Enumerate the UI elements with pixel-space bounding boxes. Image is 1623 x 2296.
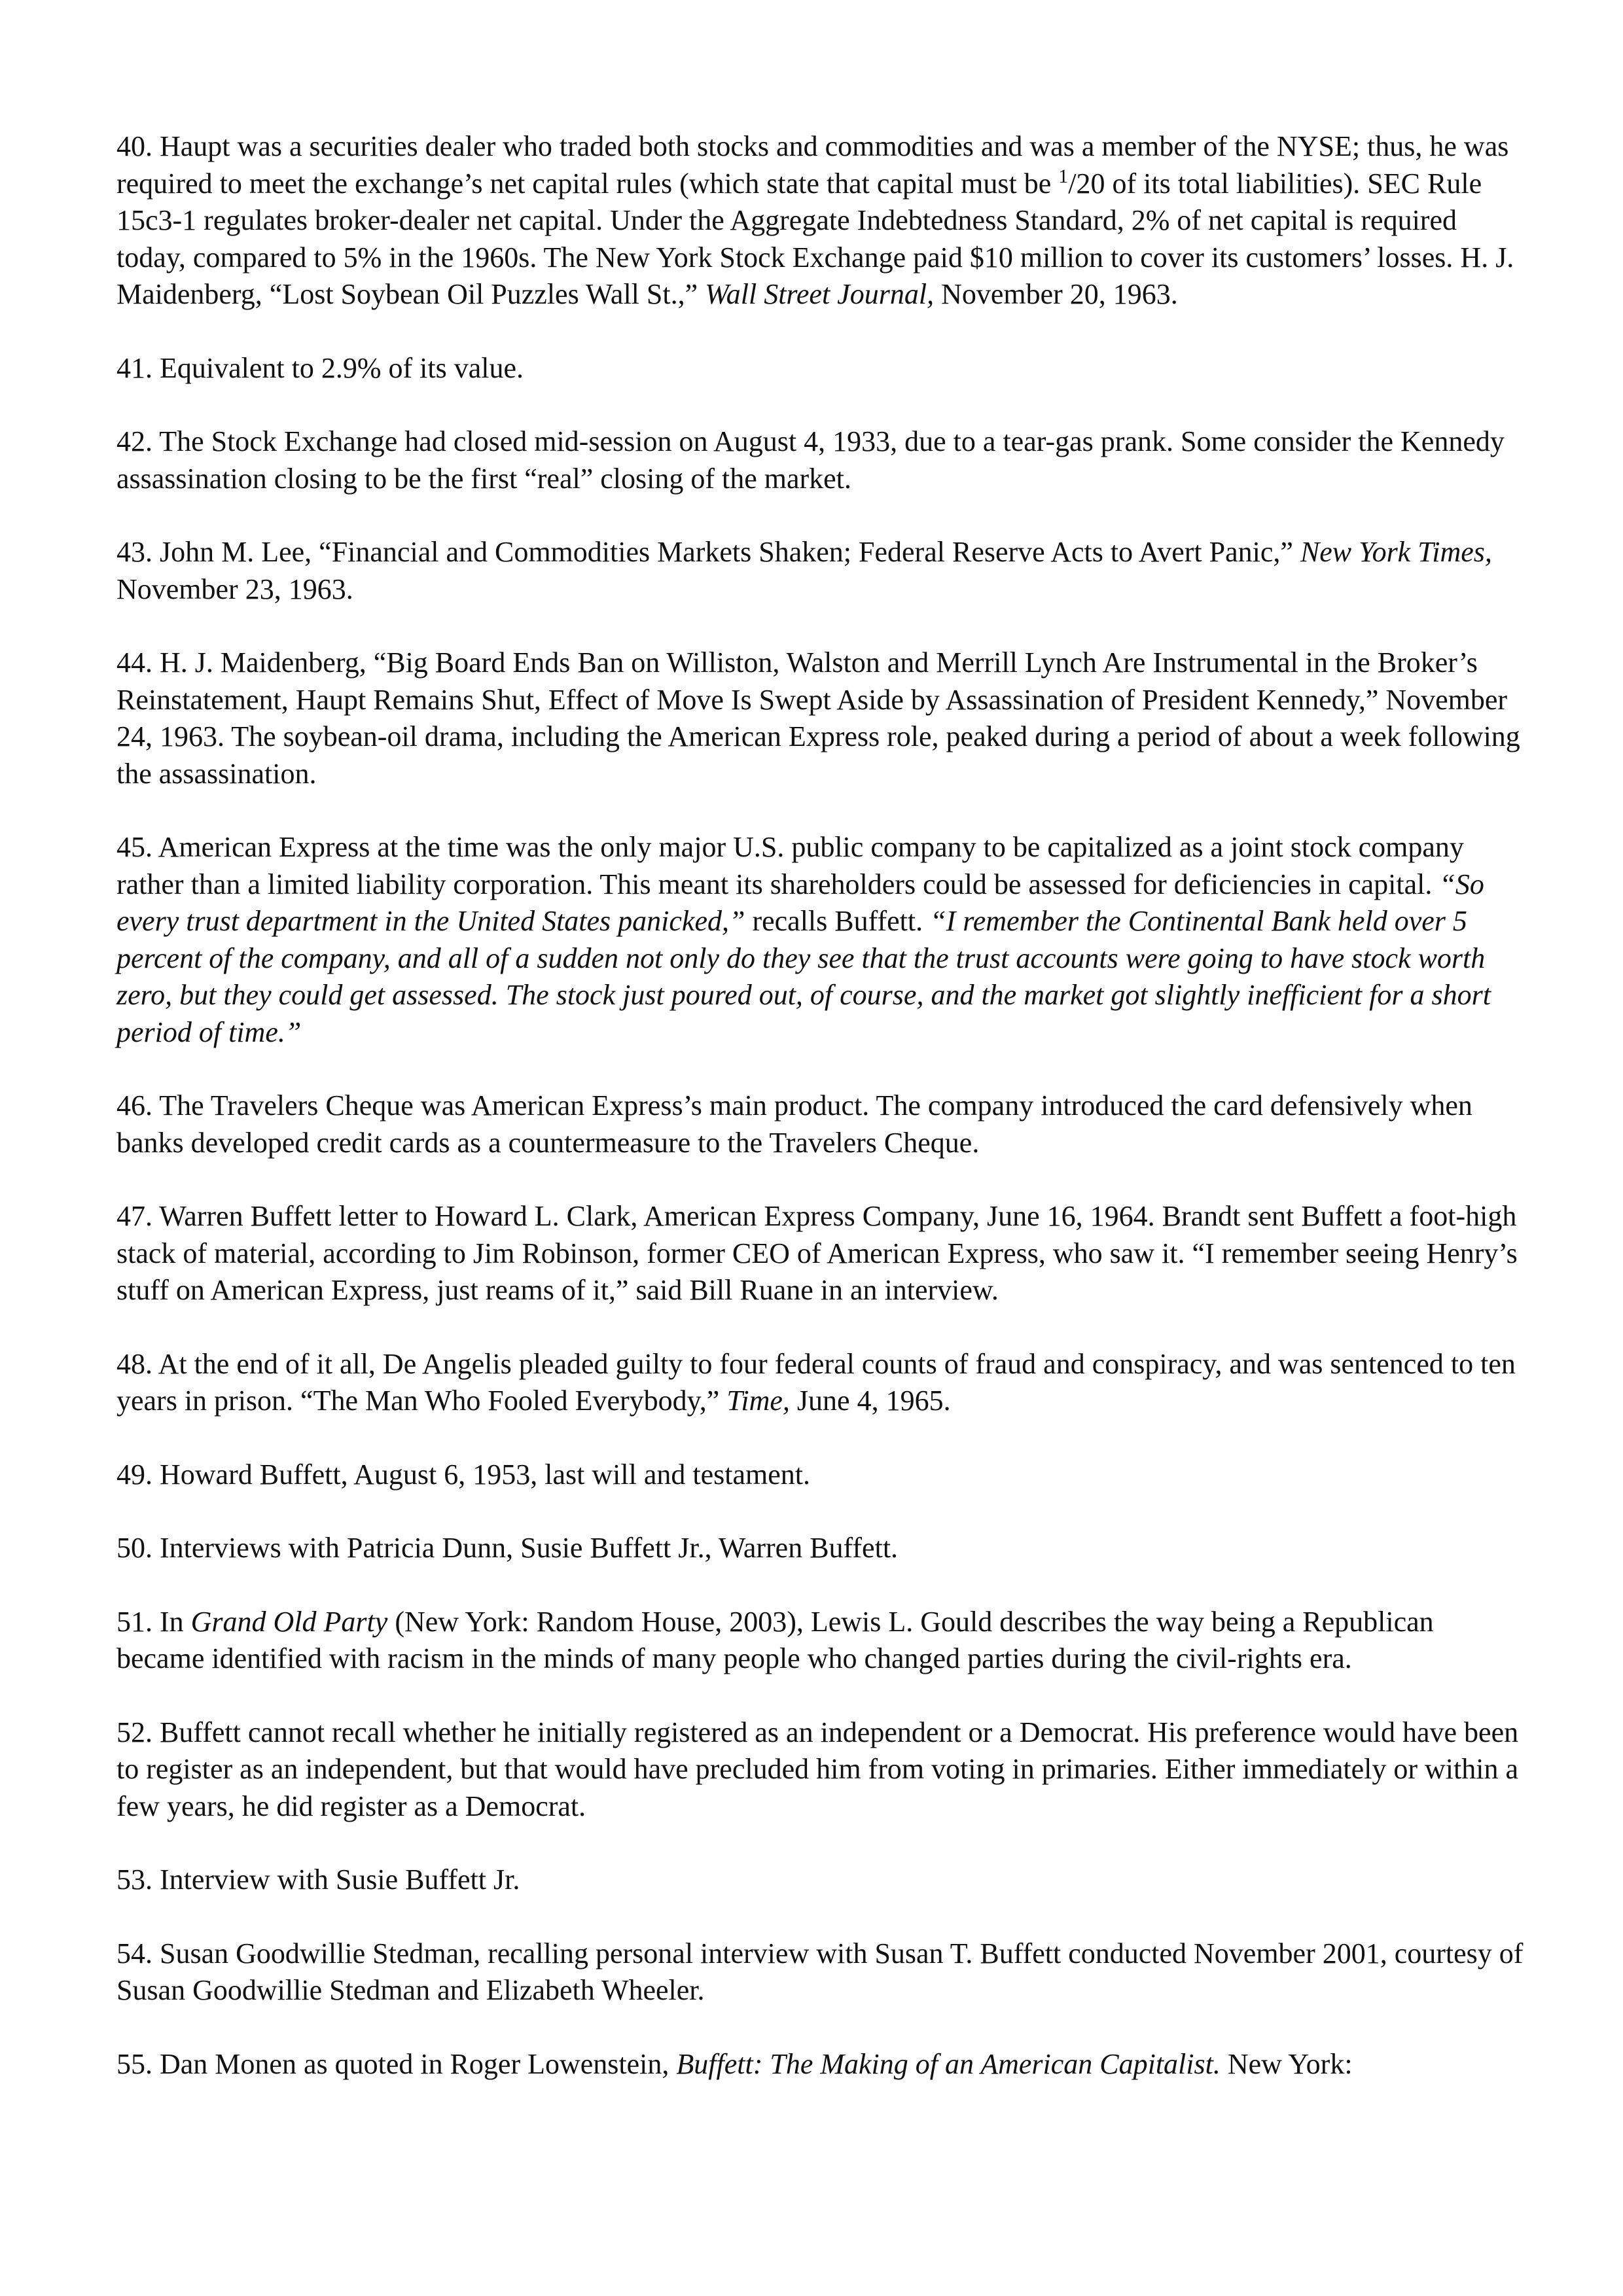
note-54 — [116, 1935, 1524, 2009]
note-text: (New York: Random House, 2003), Lewis L. Gould describes the way being a Republican became identified with racism in the minds of many people who changed parties during the civil-rights era. — [116, 1605, 1434, 1674]
italic-text: Grand Old Party — [190, 1605, 388, 1638]
note-41 — [116, 350, 1524, 387]
italic-text: Time, — [726, 1385, 790, 1417]
note-text: 45. American Express at the time was the only major U.S. public company to be capitalized as a joint stock company rather than a limited liability corporation. This meant its shareholders could be assessed for deficiencies in capital. — [116, 831, 1464, 900]
endnotes-page — [116, 128, 1524, 2083]
italic-text: “I remember the Continental Bank held over 5 percent of the company, and all of a sudden not only do they see that the trust accounts were going to have stock worth zero, but they could get assessed. The stock just poured out, of course, and the market got slightly inefficient for a short period of time.” — [116, 905, 1491, 1048]
note-51 — [116, 1604, 1524, 1678]
note-44 — [116, 645, 1524, 792]
italic-text: Wall Street Journal, — [705, 278, 935, 310]
note-text: 42. The Stock Exchange had closed mid-session on August 4, 1933, due to a tear-gas prank. Some consider the Kennedy assassination closing to be the first “real” closing of the market. — [116, 425, 1505, 495]
note-text: New York: — [1220, 2047, 1353, 2080]
italic-text: Buffett: The Making of an American Capitalist. — [676, 2047, 1221, 2080]
note-text: 54. Susan Goodwillie Stedman, recalling personal interview with Susan T. Buffett conducted November 2001, courtesy of Susan Goodwillie Stedman and Elizabeth Wheeler. — [116, 1937, 1524, 2006]
note-52 — [116, 1714, 1524, 1826]
italic-text: New York Times, — [1300, 536, 1492, 568]
note-50 — [116, 1530, 1524, 1567]
note-42 — [116, 423, 1524, 497]
note-46 — [116, 1087, 1524, 1161]
note-text: 51. In — [116, 1605, 191, 1638]
note-53 — [116, 1862, 1524, 1899]
superscript-numerator: 1 — [1058, 165, 1069, 187]
note-text: 49. Howard Buffett, August 6, 1953, last will and testament. — [116, 1458, 810, 1491]
note-55 — [116, 2046, 1524, 2083]
note-text: 53. Interview with Susie Buffett Jr. — [116, 1863, 520, 1896]
note-text: 52. Buffett cannot recall whether he initially registered as an independent or a Democrat. His preference would have been to register as an independent, but that would have precluded him from voting in primaries. Either immediately or within a few years, he did register as a Democrat. — [116, 1716, 1519, 1822]
note-text: 48. At the end of it all, De Angelis pleaded guilty to four federal counts of fraud and conspiracy, and was sentenced to ten years in prison. “The Man Who Fooled Everybody,” — [116, 1347, 1516, 1417]
note-text: 41. Equivalent to 2.9% of its value. — [116, 351, 524, 384]
note-47 — [116, 1198, 1524, 1309]
note-text: November 20, 1963. — [934, 278, 1178, 310]
note-48 — [116, 1346, 1524, 1420]
note-text: 47. Warren Buffett letter to Howard L. Clark, American Express Company, June 16, 1964. Brandt sent Buffett a foot-high stack of material, according to Jim Robinson, former CEO of American Express, who saw it. “I remember seeing Henry’s stuff on American Express, just reams of it,” said Bill Ruane in an interview. — [116, 1200, 1518, 1306]
note-text: 55. Dan Monen as quoted in Roger Lowenstein, — [116, 2047, 677, 2080]
italic-text: “So every trust department in the United States panicked,” — [116, 868, 1484, 937]
note-49 — [116, 1457, 1524, 1494]
note-text: November 23, 1963. — [116, 573, 353, 605]
note-45 — [116, 829, 1524, 1051]
note-40 — [116, 128, 1524, 313]
note-text: recalls Buffett. — [745, 905, 931, 937]
note-text: June 4, 1965. — [789, 1385, 951, 1417]
note-43 — [116, 534, 1524, 608]
note-text: /20 of its total liabilities). SEC Rule 15c3-1 regulates broker-dealer net capital. Under the Aggregate Indebtedness Standard, 2% of net capital is required today, compared to 5% in the 1960s. The New York Stock Exchange paid $10 million to cover its customers’ losses. H. J. Maidenberg, “Lost Soybean Oil Puzzles Wall St.,” — [116, 167, 1514, 310]
note-text: 43. John M. Lee, “Financial and Commodities Markets Shaken; Federal Reserve Acts to Avert Panic,” — [116, 536, 1300, 568]
note-text: 50. Interviews with Patricia Dunn, Susie Buffett Jr., Warren Buffett. — [116, 1532, 899, 1564]
note-text: 44. H. J. Maidenberg, “Big Board Ends Ban on Williston, Walston and Merrill Lynch Are Instrumental in the Broker’s Reinstatement, Haupt Remains Shut, Effect of Move Is Swept Aside by Assassination of President Kennedy,” November 24, 1963. The soybean-oil drama, including the American Express role, peaked during a period of about a week following the assassination. — [116, 646, 1520, 790]
note-text: 46. The Travelers Cheque was American Express’s main product. The company introduced the card defensively when banks developed credit cards as a countermeasure to the Travelers Cheque. — [116, 1089, 1472, 1159]
note-text: 40. Haupt was a securities dealer who traded both stocks and commodities and was a member of the NYSE; thus, he was required to meet the exchange’s net capital rules (which state that capital must be — [116, 130, 1509, 200]
